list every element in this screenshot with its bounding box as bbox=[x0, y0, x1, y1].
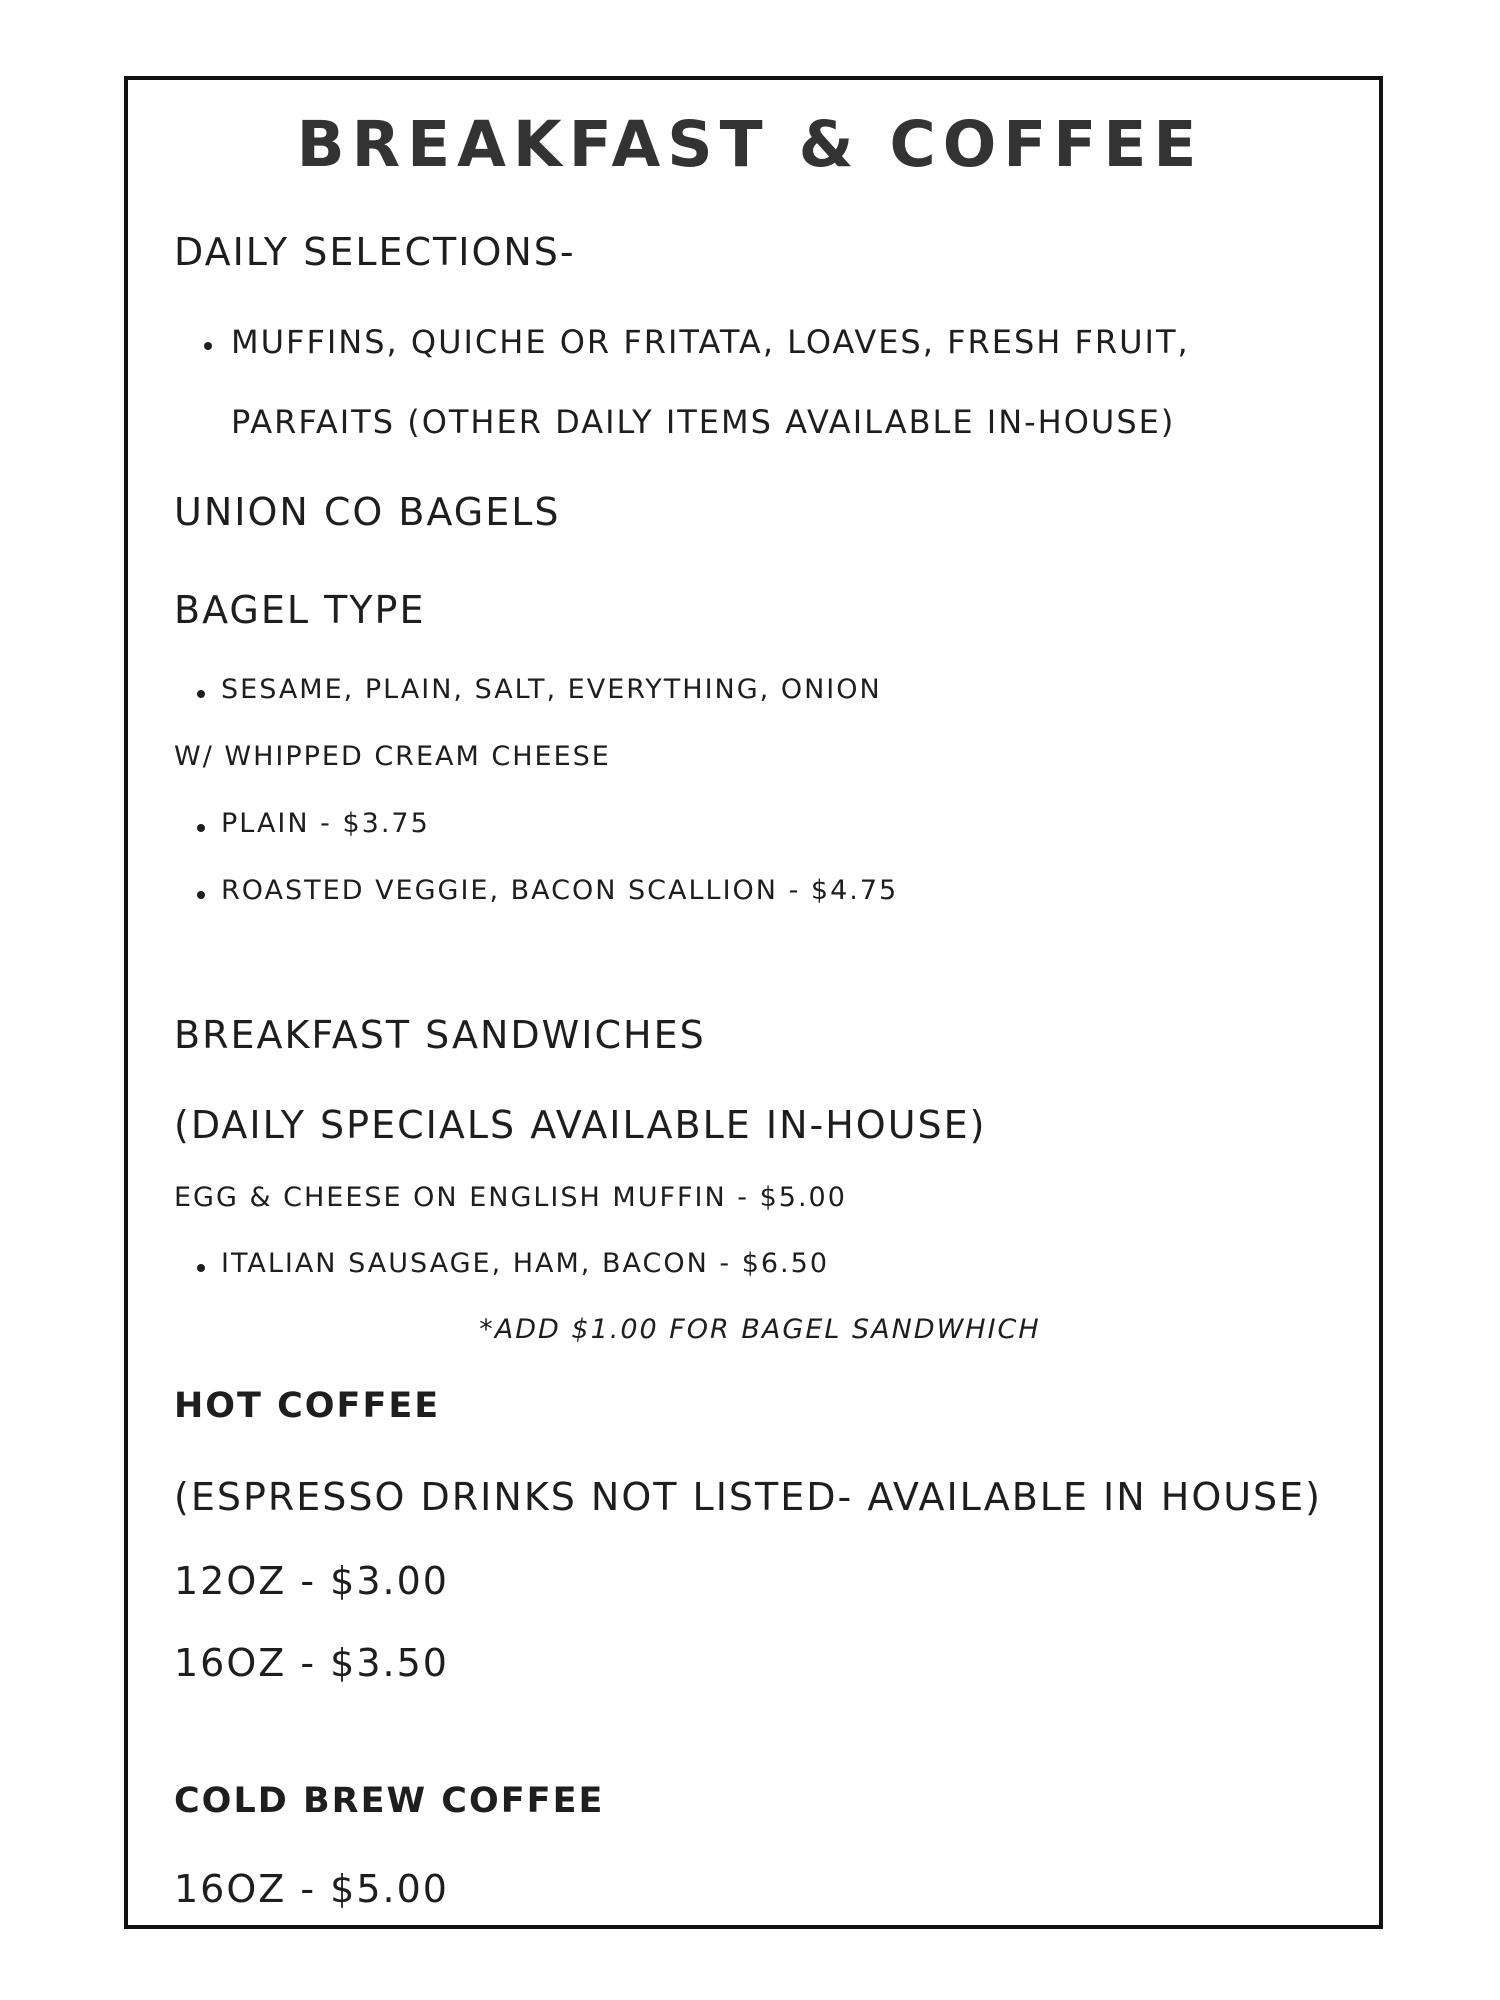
sandwich-meat-price: ITALIAN SAUSAGE, HAM, BACON - $6.50 bbox=[221, 1248, 829, 1279]
cold-brew-16oz-price: 16OZ - $5.00 bbox=[174, 1867, 449, 1911]
bagels-heading: UNION CO BAGELS bbox=[174, 490, 561, 534]
bagel-plain-price: PLAIN - $3.75 bbox=[221, 808, 430, 839]
sandwich-base-price: EGG & CHEESE ON ENGLISH MUFFIN - $5.00 bbox=[174, 1182, 847, 1213]
cream-cheese-heading: W/ WHIPPED CREAM CHEESE bbox=[174, 741, 611, 772]
bullet bbox=[197, 891, 205, 899]
bullet bbox=[197, 824, 205, 832]
bagel-sandwich-note: *ADD $1.00 FOR BAGEL SANDWHICH bbox=[479, 1314, 1041, 1345]
bullet bbox=[197, 1264, 205, 1272]
bullet bbox=[204, 342, 212, 350]
hot-coffee-heading: HOT COFFEE bbox=[174, 1386, 441, 1426]
hot-coffee-16oz-price: 16OZ - $3.50 bbox=[174, 1641, 449, 1685]
daily-items-line-2: PARFAITS (OTHER DAILY ITEMS AVAILABLE IN-HOUSE) bbox=[231, 403, 1176, 441]
bagel-type-heading: BAGEL TYPE bbox=[174, 588, 426, 632]
daily-selections-heading: DAILY SELECTIONS- bbox=[174, 230, 576, 274]
bagel-flavored-price: ROASTED VEGGIE, BACON SCALLION - $4.75 bbox=[221, 875, 899, 906]
bagel-types: SESAME, PLAIN, SALT, EVERYTHING, ONION bbox=[221, 674, 882, 705]
hot-coffee-12oz-price: 12OZ - $3.00 bbox=[174, 1559, 449, 1603]
daily-items-line-1: MUFFINS, QUICHE OR FRITATA, LOAVES, FRESH FRUIT, bbox=[231, 323, 1190, 361]
bullet bbox=[197, 690, 205, 698]
espresso-note: (ESPRESSO DRINKS NOT LISTED- AVAILABLE IN HOUSE) bbox=[174, 1475, 1322, 1519]
menu-title: BREAKFAST & COFFEE bbox=[296, 108, 1204, 181]
sandwiches-specials: (DAILY SPECIALS AVAILABLE IN-HOUSE) bbox=[174, 1103, 987, 1147]
sandwiches-heading: BREAKFAST SANDWICHES bbox=[174, 1013, 706, 1057]
cold-brew-heading: COLD BREW COFFEE bbox=[174, 1781, 605, 1821]
